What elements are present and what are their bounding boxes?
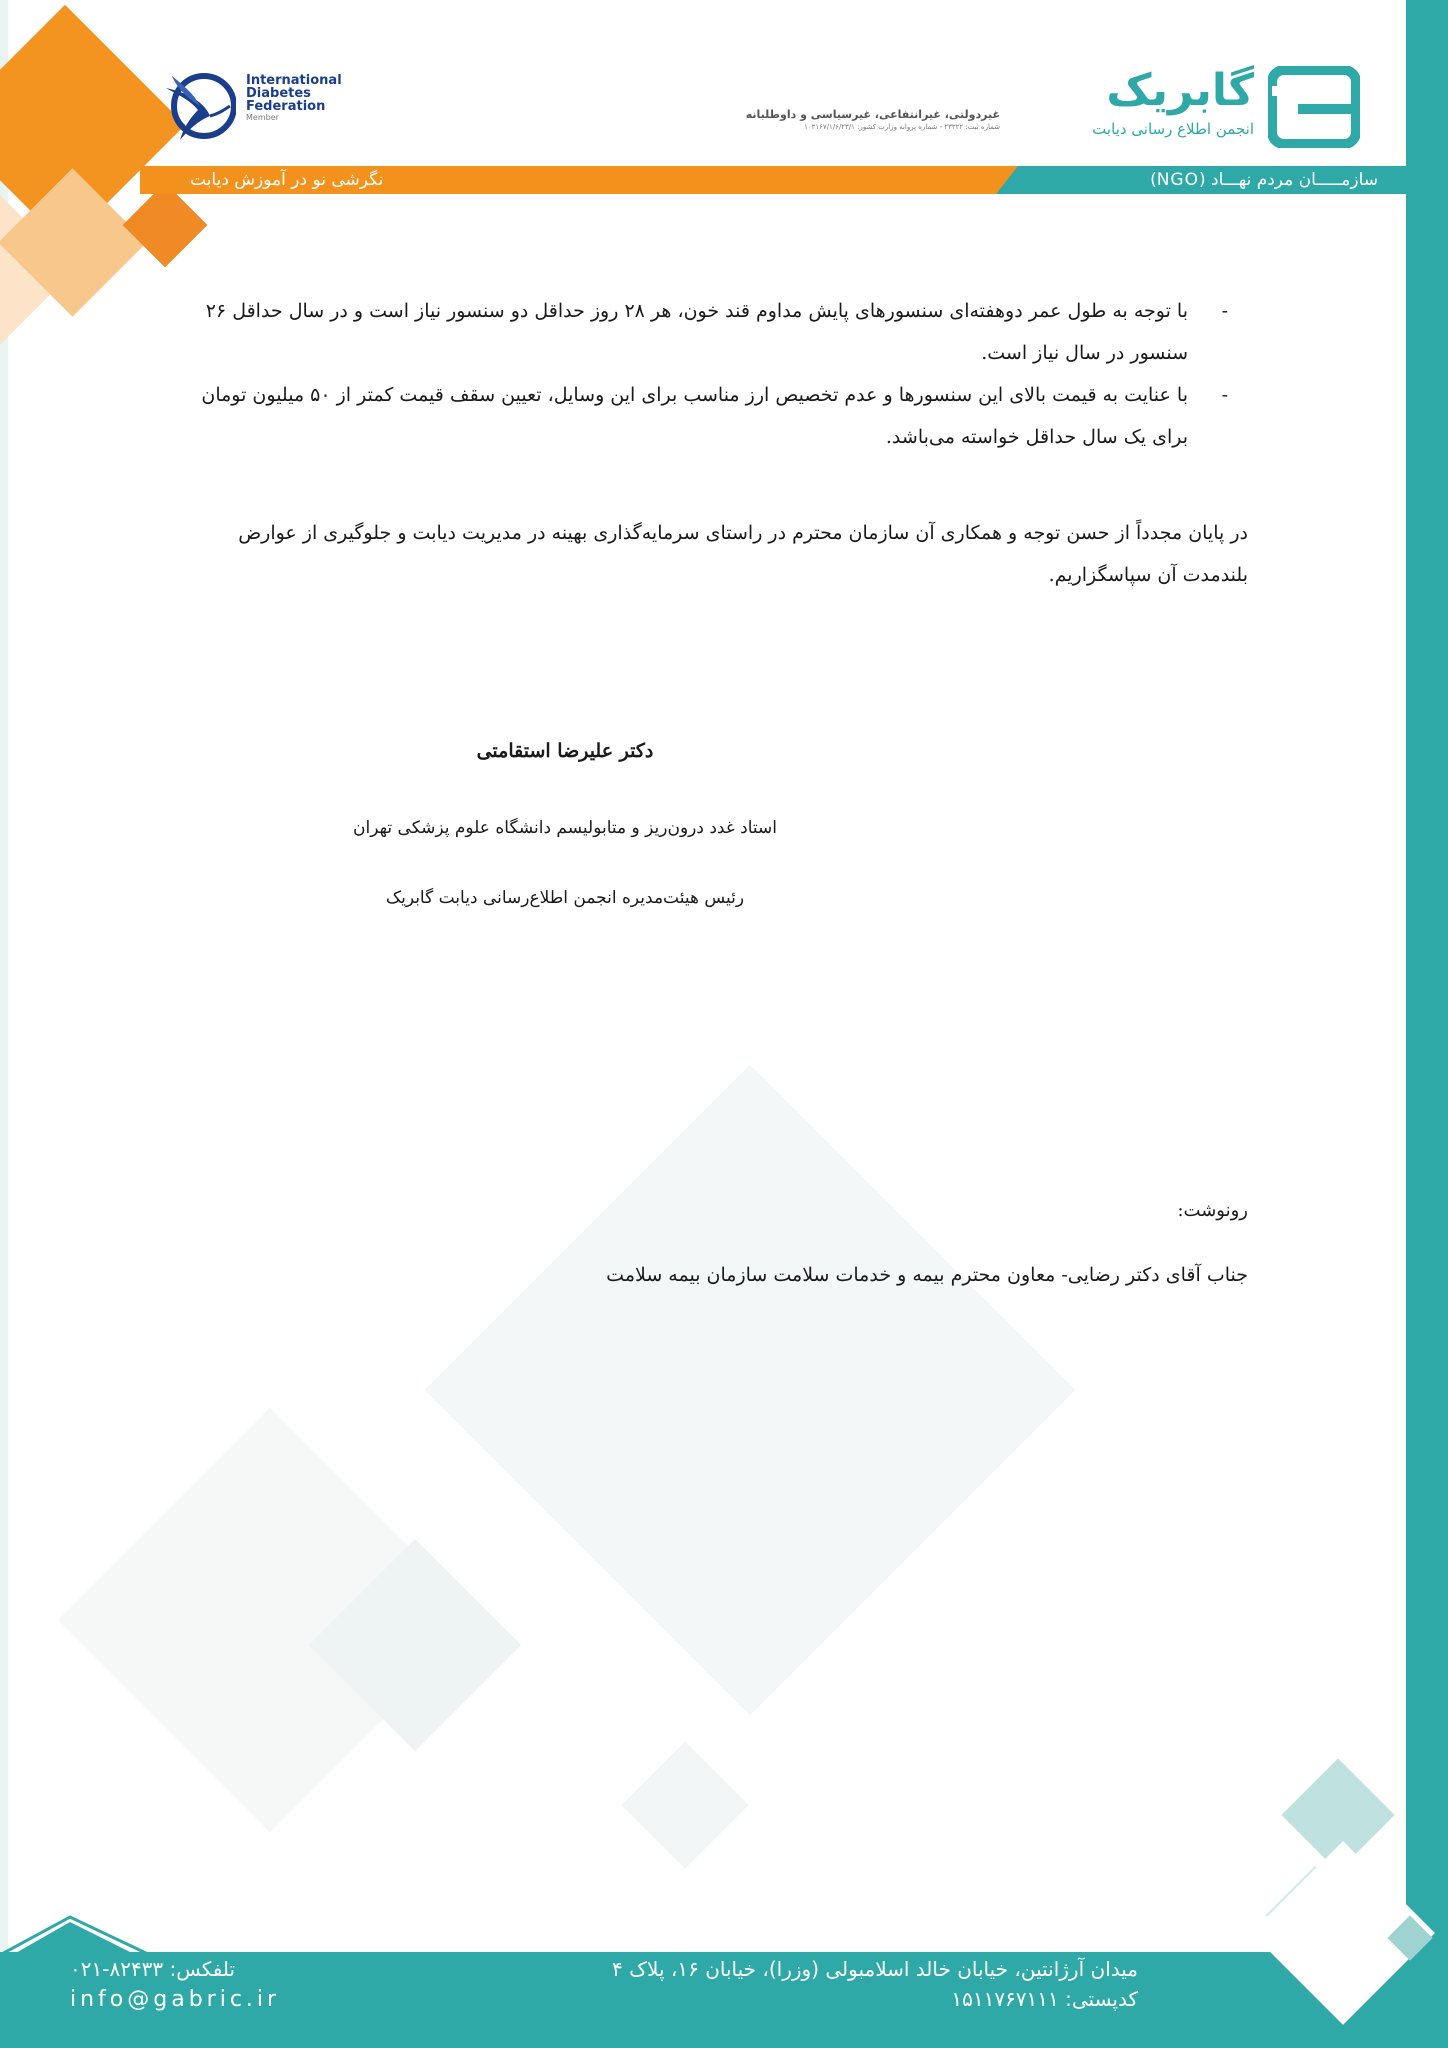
idf-name <box>246 74 342 123</box>
org-registration-info <box>700 108 1000 132</box>
idf-line2: Diabetes <box>246 86 311 101</box>
cc-label: رونوشت: <box>1177 1200 1248 1221</box>
signatory-title: استاد غدد درون‌ریز و متابولیسم دانشگاه علوم پزشکی تهران <box>353 818 777 838</box>
background-watermark-diamond <box>621 1741 748 1868</box>
header-ngo-label: سازمـــــان مردم نهـــاد (NGO) <box>1150 170 1378 190</box>
footer-email: info@gabric.ir <box>70 1987 281 2012</box>
idf-member-label: Member <box>246 113 279 122</box>
bullet-list <box>176 290 1248 458</box>
background-watermark-diamond <box>425 1065 1076 1716</box>
idf-line1: International <box>246 73 342 88</box>
idf-line3: Federation <box>246 99 326 114</box>
signatory-role: رئیس هیئت‌مدیره انجمن اطلاع‌رسانی دیابت گابریک <box>385 888 745 908</box>
decor-diamond-small-orange <box>123 183 208 268</box>
bullet-text: با توجه به طول عمر دوهفته‌ای سنسورهای پایش مداوم قند خون، هر ۲۸ روز حداقل دو سنسور نیاز است و در سال حداقل ۲۶ سنسور در سال نیاز است. <box>205 300 1188 364</box>
org-registration-line: شماره ثبت: ۲۳۳۲۲ - شماره پروانه وزارت کشور: ۱۰۳۱۶۷/۱/۶/۲۳/۱ <box>804 123 1000 131</box>
hummingbird-icon <box>160 66 236 144</box>
bullet-text: با عنایت به قیمت بالای این سنسورها و عدم تخصیص ارز مناسب برای این وسایل، تعیین سقف قیمت کمتر از ۵۰ میلیون تومان برای یک سال حداقل خواسته می‌باشد. <box>201 384 1188 448</box>
gabric-name: گابریک <box>1106 65 1254 116</box>
gabric-logo <box>1010 66 1360 156</box>
gabric-subtitle: انجمن اطلاع رسانی دیابت <box>1092 120 1254 138</box>
footer-fax: تلفکس: ۸۲۴۳۳-۰۲۱ <box>70 1957 236 1981</box>
bullet-marker: - <box>1221 384 1228 406</box>
signatory-name: دکتر علیرضا استقامتی <box>476 740 654 762</box>
list-item <box>176 290 1248 374</box>
footer-triangle-outline <box>0 1915 160 1955</box>
gabric-g-mark-icon <box>1268 66 1360 148</box>
footer-postcode: کدپستی: ۱۵۱۱۷۶۷۱۱۱ <box>951 1987 1138 2011</box>
idf-logo <box>160 64 350 146</box>
header-tagline: نگرشی نو در آموزش دیابت <box>190 170 384 190</box>
bullet-marker: - <box>1221 300 1228 322</box>
footer-address: میدان آرژانتین، خیابان خالد اسلامبولی (وزرا)، خیابان ۱۶، پلاک ۴ <box>612 1957 1138 1981</box>
org-status-line: غیردولتی، غیرانتفاعی، غیرسیاسی و داوطلبانه <box>745 108 1000 121</box>
cc-recipient: جناب آقای دکتر رضایی- معاون محترم بیمه و خدمات سلامت سازمان بیمه سلامت <box>606 1264 1248 1286</box>
list-item <box>176 374 1248 458</box>
right-teal-stripe <box>1406 0 1448 2048</box>
closing-paragraph: در پایان مجدداً از حسن توجه و همکاری آن سازمان محترم در راستای سرمایه‌گذاری بهینه در مدیریت دیابت و جلوگیری از عوارض بلندمدت آن سپاسگزاریم. <box>238 522 1248 586</box>
